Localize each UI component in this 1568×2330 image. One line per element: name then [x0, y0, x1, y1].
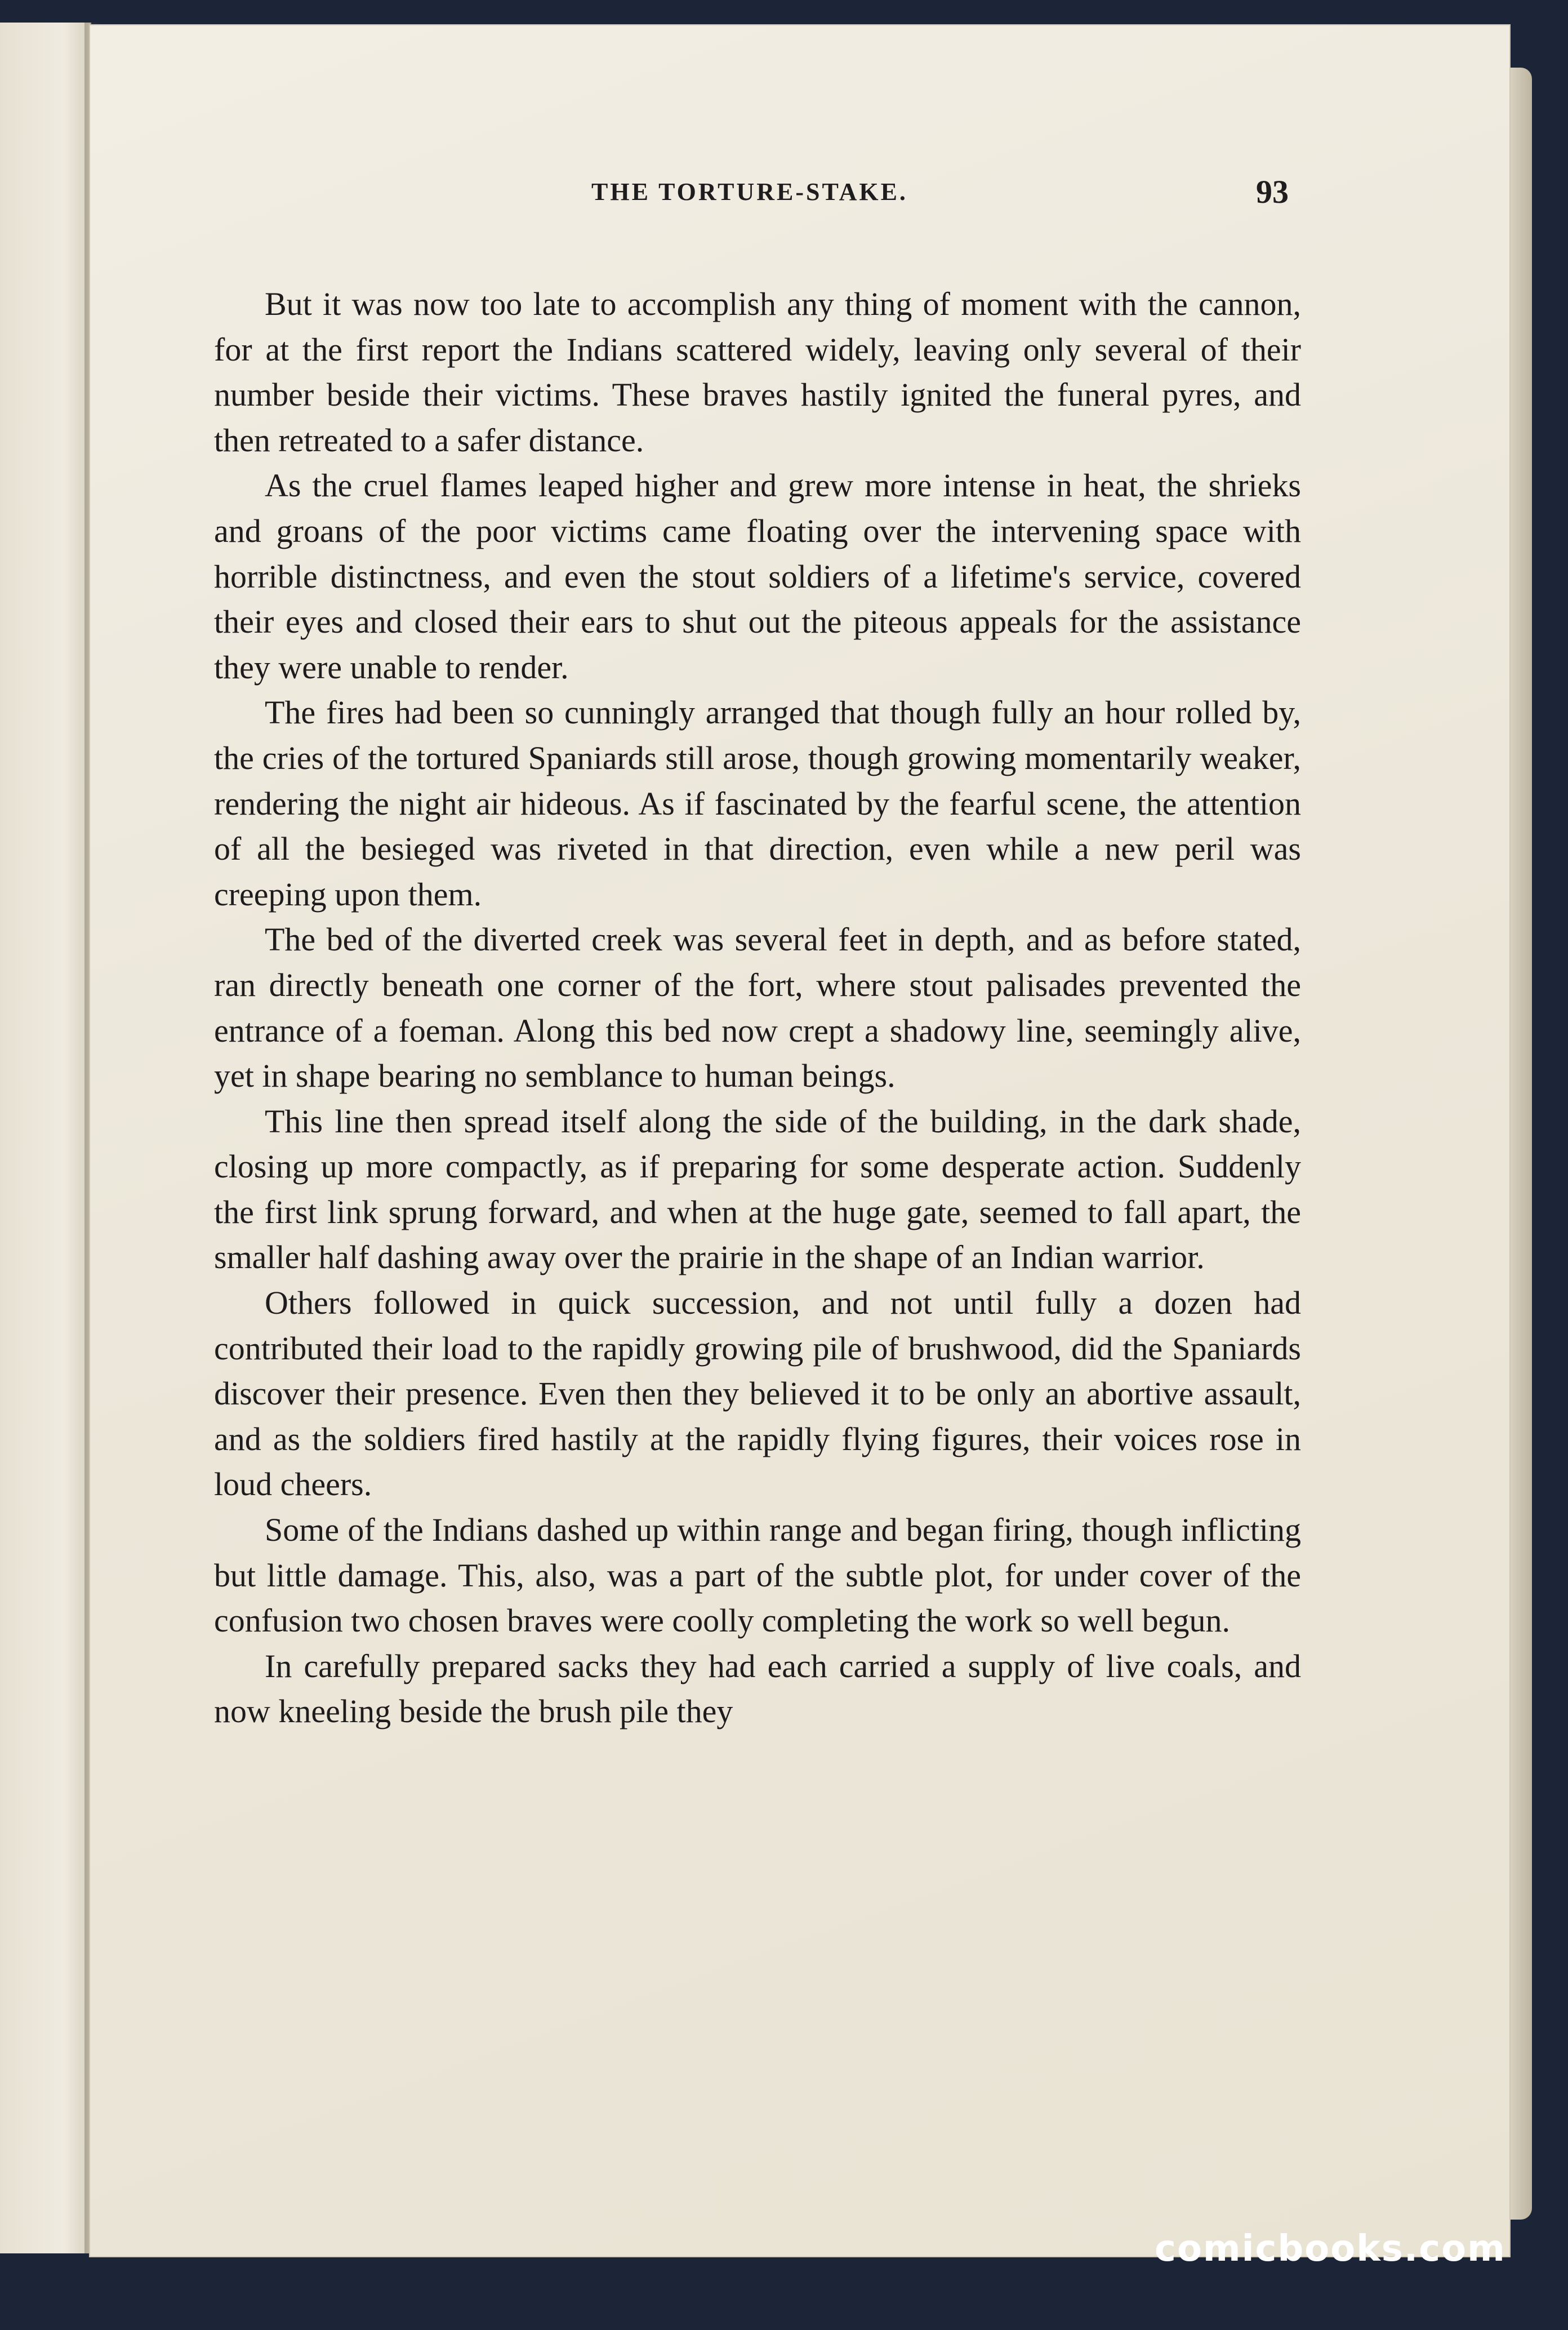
- running-head: THE TORTURE-STAKE.: [591, 178, 908, 206]
- body-text: [214, 282, 1301, 1735]
- page-stack-edge: [1509, 68, 1532, 2220]
- paragraph-3: The fires had been so cunningly arranged that though fully an hour rolled by, the cries of the tortured Spaniards still arose, though growing momentarily weaker, rendering the night air hideous. As if fascinated by the fearful scene, the attention of all the besieged was riveted in that direction, even while a new peril was creeping upon them.: [214, 694, 1301, 913]
- page-number: 93: [1256, 174, 1289, 210]
- paragraph-2: As the cruel flames leaped higher and grew more intense in heat, the shrieks and groans of the poor victims came floating over the intervening space with horrible distinctness, and even the stout soldiers of a lifetime's service, covered their eyes and closed their ears to shut out the piteous appeals for the assistance they were unable to render.: [214, 467, 1301, 686]
- paragraph-4: The bed of the diverted creek was several feet in depth, and as before stated, ran directly beneath one corner of the fort, where stout palisades prevented the entrance of a foeman. Along this bed now crept a shadowy line, seemingly alive, yet in shape bearing no semblance to human beings.: [214, 921, 1301, 1095]
- paragraph-8: In carefully prepared sacks they had each carried a supply of live coals, and now kneeling beside the brush pile they: [214, 1647, 1301, 1730]
- facing-page-edge: [0, 23, 91, 2253]
- paragraph-7: Some of the Indians dashed up within range and began firing, though inflicting but little damage. This, also, was a part of the subtle plot, for under cover of the confusion two chosen braves were coolly completing the work so well begun.: [214, 1511, 1301, 1639]
- paragraph-5: This line then spread itself along the side of the building, in the dark shade, closing up more compactly, as if preparing for some desperate action. Suddenly the first link sprung forward, and when at the huge gate, seemed to fall apart, the smaller half dashing away over the prairie in the shape of an Indian warrior.: [214, 1102, 1301, 1276]
- watermark: comicbooks.com: [1155, 2228, 1506, 2270]
- page-header: [90, 174, 1509, 228]
- paragraph-1: But it was now too late to accomplish any thing of moment with the cannon, for at the first report the Indians scattered widely, leaving only several of their number beside their victims. These braves hastily ignited the funeral pyres, and then retreated to a safer distance.: [214, 286, 1301, 459]
- paragraph-6: Others followed in quick succession, and not until fully a dozen had contributed their load to the rapidly growing pile of brushwood, did the Spaniards discover their presence. Even then they believed it to be only an abortive assault, and as the soldiers fired hastily at the rapidly flying figures, their voices rose in loud cheers.: [214, 1284, 1301, 1503]
- book-page: [90, 25, 1509, 2256]
